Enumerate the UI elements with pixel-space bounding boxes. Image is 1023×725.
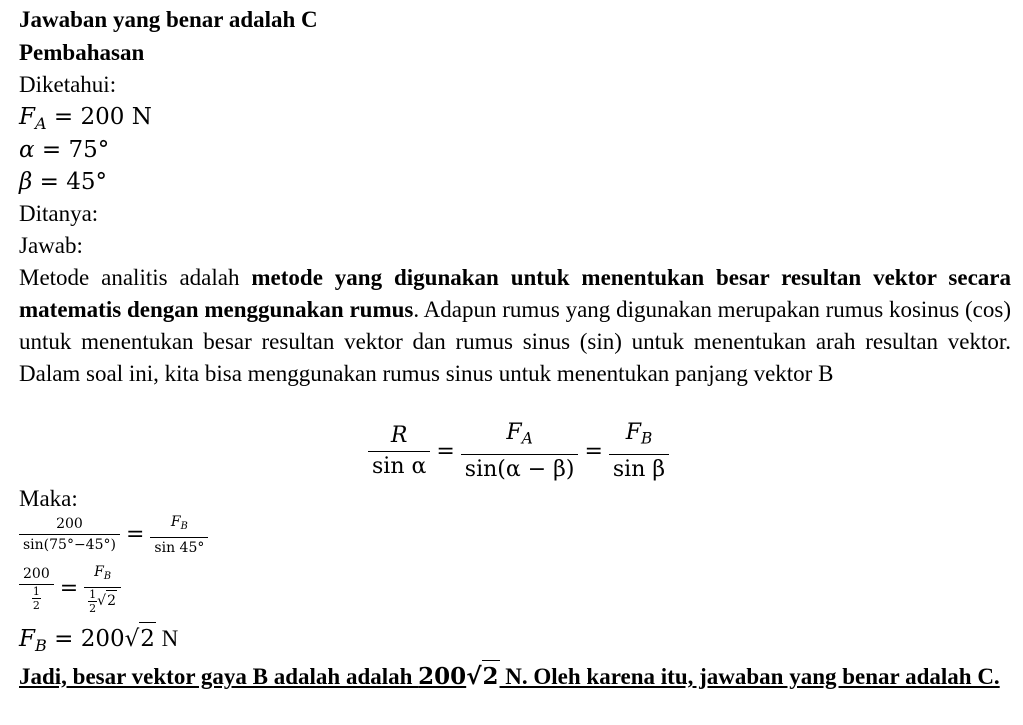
conclusion-text: Jadi, besar vektor gaya B adalah adalah 200 √ 2 N. Oleh karena itu, jawaban yang benar adalah C.	[19, 660, 1011, 693]
answer-label: Jawab:	[19, 233, 83, 258]
answer-title: Jawaban yang benar adalah C	[19, 7, 318, 32]
known-alpha: α = 75°	[19, 137, 110, 163]
sine-rule-formula: $\frac{R}{\text{sin α}}$ = $\frac{F_A}{\sin(\alpha - \beta)}$ = $\frac{F_B}{\text{sin β}}$	[368, 418, 669, 485]
known-fa: $F_A = 200$ N	[19, 104, 152, 133]
step1-equation: $\frac{200}{\sin(75^\circ-45^\circ)}$ = $\frac{F_B}{\sin 45^\circ}$	[19, 512, 208, 558]
then-label: Maka:	[19, 486, 78, 511]
result-fb: $F_B = 200$ √ 2 N	[19, 622, 178, 662]
discussion-title: Pembahasan	[19, 40, 145, 65]
asked-label: Ditanya:	[19, 201, 99, 226]
known-label: Diketahui:	[19, 72, 117, 97]
known-beta: β = 45°	[19, 169, 107, 195]
explanation-paragraph: Metode analitis adalah metode yang digunakan untuk menentukan besar resultan vektor secara matematis dengan menggunakan rumus. Adapun rumus yang digunakan merupakan rumus kosinus (cos) untuk menentukan besar resultan vektor dan rumus sinus (sin) untuk menentukan arah resultan vektor. Dalam soal ini, kita bisa menggunakan rumus sinus untuk menentukan panjang vektor B	[19, 265, 1012, 386]
step2-equation: $\frac{200}{\frac{1}{2}}$ = $F_B$ $\frac{1}{2}$ √ 2	[19, 562, 121, 615]
